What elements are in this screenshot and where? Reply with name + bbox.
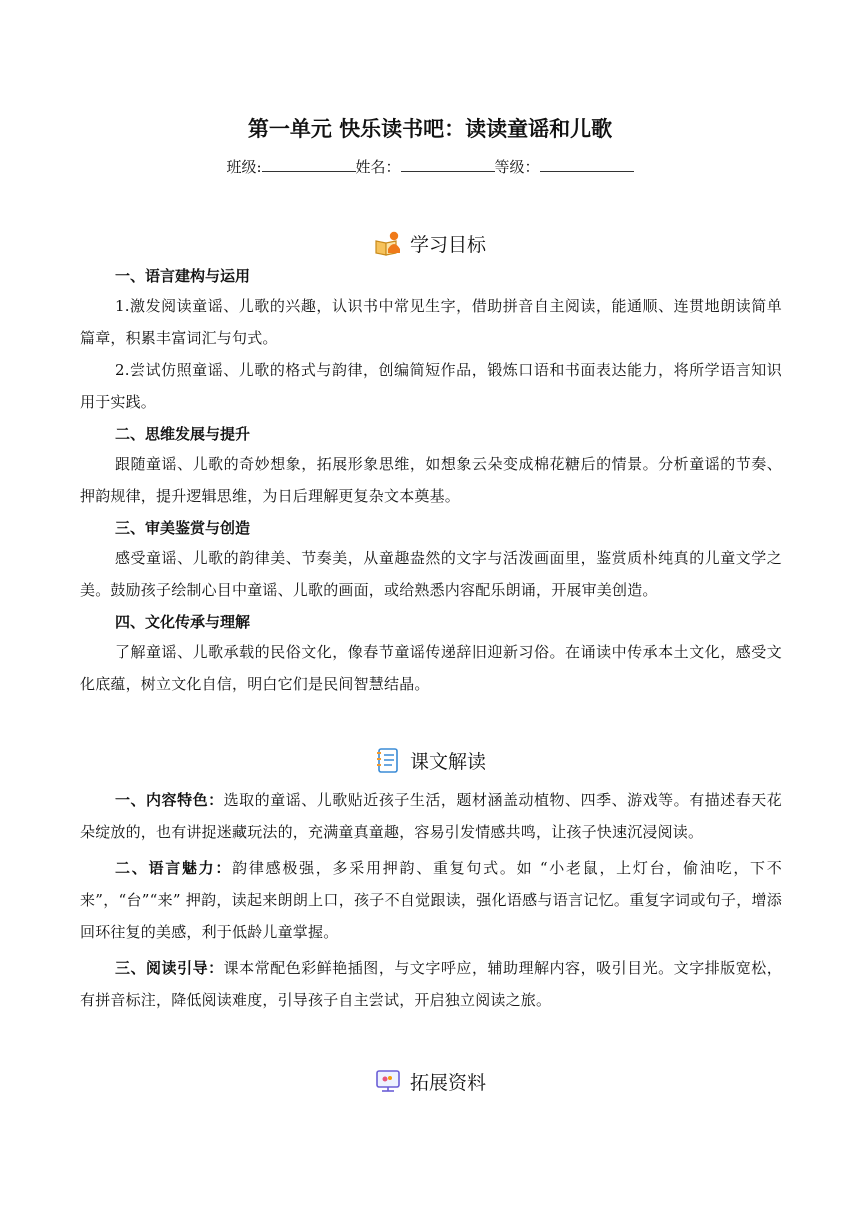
goal-heading-4: 四、文化传承与理解 [115,613,251,631]
name-label: 姓名： [355,158,401,176]
name-field[interactable] [401,157,495,172]
grade-label: 等级： [494,158,540,176]
student-info-line [0,156,860,177]
reading-lead-1: 一、内容特色： [115,791,224,809]
class-field[interactable] [262,157,356,172]
goal-paragraph-3: 感受童谣、儿歌的韵律美、节奏美，从童趣盎然的文字与活泼画面里，鉴赏质朴纯真的儿童文学之美。鼓励孩子绘制心目中童谣、儿歌的画面，或给熟悉内容配乐朗诵，开展审美创造。 [80,549,782,599]
reading-content [80,784,782,1016]
reading-text-2: 韵律感极强，多采用押韵、重复句式。如 “小老鼠，上灯台，偷油吃，下不来”，“台”“来” 押韵，读起来朗朗上口，孩子不自觉跟读，强化语感与语言记忆。重复字词或句子，增添回环往复的美感，利于低龄儿童掌握。 [80,859,782,941]
goal-heading-1: 一、语言建构与运用 [115,267,251,285]
goal-paragraph-2: 跟随童谣、儿歌的奇妙想象，拓展形象思维，如想象云朵变成棉花糖后的情景。分析童谣的节奏、押韵规律，提升逻辑思维，为日后理解更复杂文本奠基。 [80,455,782,505]
reading-paragraph-1 [80,784,782,848]
section-header-extension [0,1063,860,1099]
goal-heading-2: 二、思维发展与提升 [115,425,251,443]
reading-text-1: 选取的童谣、儿歌贴近孩子生活，题材涵盖动植物、四季、游戏等。有描述春天花朵绽放的，也有讲捉迷藏玩法的，充满童真童趣，容易引发情感共鸣，让孩子快速沉浸阅读。 [80,791,782,841]
goals-content [80,262,782,700]
reading-paragraph-3 [80,952,782,1016]
notebook-icon [374,746,402,774]
page-title: 第一单元 快乐读书吧：读读童谣和儿歌 [247,117,613,141]
reading-text-3: 课本常配色彩鲜艳插图，与文字呼应，辅助理解内容，吸引目光。文字排版宽松，有拼音标注，降低阅读难度，引导孩子自主尝试，开启独立阅读之旅。 [80,959,782,1009]
monitor-icon [374,1067,402,1095]
class-label: 班级: [226,158,262,176]
section-title-goals: 学习目标 [409,233,486,256]
goal-heading-3: 三、审美鉴赏与创造 [115,519,251,537]
book-reader-icon [374,229,402,257]
goal-paragraph-1b: 2.尝试仿照童谣、儿歌的格式与韵律，创编简短作品，锻炼口语和书面表达能力，将所学语言知识用于实践。 [80,361,782,411]
goal-paragraph-1a: 1.激发阅读童谣、儿歌的兴趣，认识书中常见生字，借助拼音自主阅读，能通顺、连贯地朗读简单篇章，积累丰富词汇与句式。 [80,297,782,347]
section-title-reading: 课文解读 [409,750,486,773]
reading-paragraph-2 [80,852,782,948]
section-header-reading [0,742,860,778]
section-title-extension: 拓展资料 [409,1071,486,1094]
grade-field[interactable] [540,157,634,172]
section-header-goals [0,225,860,261]
reading-lead-2: 二、语言魅力： [115,859,233,877]
reading-lead-3: 三、阅读引导： [115,959,224,977]
goal-paragraph-4: 了解童谣、儿歌承载的民俗文化，像春节童谣传递辞旧迎新习俗。在诵读中传承本土文化，感受文化底蕴，树立文化自信，明白它们是民间智慧结晶。 [80,643,782,693]
